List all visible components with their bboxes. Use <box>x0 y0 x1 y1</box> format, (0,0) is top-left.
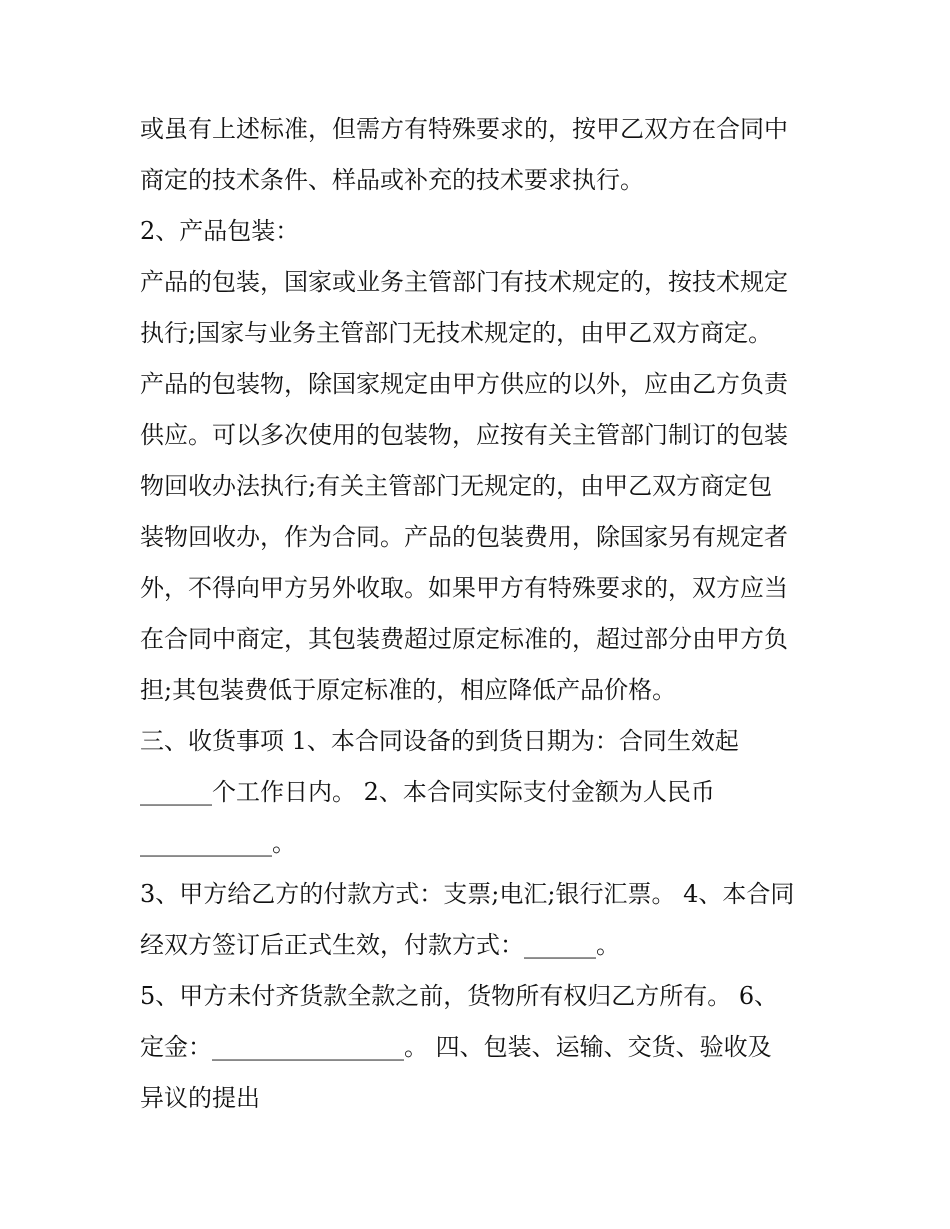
text-line: 供应。可以多次使用的包装物，应按有关主管部门制订的包装 <box>140 421 788 449</box>
text-line: 外，不得向甲方另外收取。如果甲方有特殊要求的，双方应当 <box>140 574 788 602</box>
text-line: 经双方签订后正式生效，付款方式：______。 <box>140 931 620 959</box>
text-line: 3、甲方给乙方的付款方式：支票;电汇;银行汇票。 4、本合同 <box>140 880 795 908</box>
text-line: 或虽有上述标准，但需方有特殊要求的，按甲乙双方在合同中 <box>140 115 788 143</box>
section-heading-line: 三、收货事项 1、本合同设备的到货日期为：合同生效起 <box>140 727 739 755</box>
text-line: 产品的包装物，除国家规定由甲方供应的以外，应由乙方负责 <box>140 370 788 398</box>
document-body <box>140 104 830 1124</box>
text-line: 定金：________________。 四、包装、运输、交货、验收及 <box>140 1033 772 1061</box>
text-line: 装物回收办，作为合同。产品的包装费用，除国家另有规定者 <box>140 523 788 551</box>
text-line: 在合同中商定，其包装费超过原定标准的，超过部分由甲方负 <box>140 625 788 653</box>
text-line: 担;其包装费低于原定标准的，相应降低产品价格。 <box>140 676 677 704</box>
text-line: 产品的包装，国家或业务主管部门有技术规定的，按技术规定 <box>140 268 788 296</box>
text-line: 5、甲方未付齐货款全款之前，货物所有权归乙方所有。 6、 <box>140 982 779 1010</box>
text-line: 执行;国家与业务主管部门无技术规定的，由甲乙双方商定。 <box>140 319 773 347</box>
text-line: 异议的提出 <box>140 1084 260 1112</box>
blank-field-line: ___________。 <box>140 829 296 857</box>
text-line: ______个工作日内。 2、本合同实际支付金额为人民币 <box>140 778 715 806</box>
text-line: 商定的技术条件、样品或补充的技术要求执行。 <box>140 166 644 194</box>
text-line: 物回收办法执行;有关主管部门无规定的，由甲乙双方商定包 <box>140 472 773 500</box>
section-heading: 2、产品包装： <box>140 217 300 245</box>
